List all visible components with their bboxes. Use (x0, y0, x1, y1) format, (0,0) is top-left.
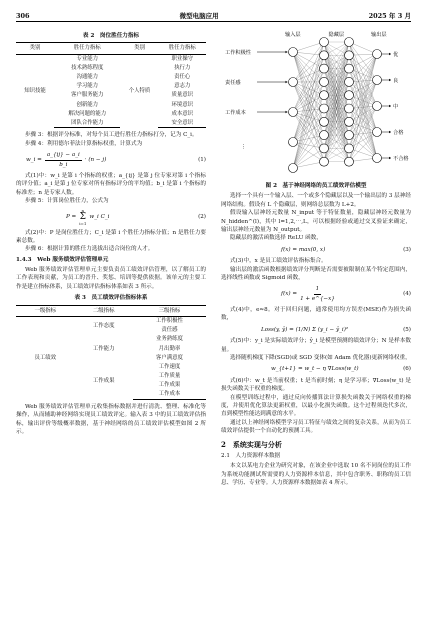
output-label: 合格 (393, 130, 404, 136)
formula-6 (221, 365, 411, 373)
step5-text: 步骤 5：计算岗位胜任力，公式为 (24, 198, 109, 205)
table2-cell: 责任心 (174, 74, 191, 81)
formula-1 (16, 151, 206, 169)
formula1-number: (1) (198, 156, 206, 163)
formula1-tail: · (n − j) (84, 156, 107, 163)
paragraph-output-activation: 输出层的激活函数根据绩效评分判断是否需要被限制在某个特定范围内，选择线性函数或 Sigmoid 函数， (221, 266, 411, 281)
table3-caption: 表 3 员工绩效评估指标体系 (74, 295, 148, 302)
table2-caption: 表 2 岗位胜任力指标 (82, 33, 140, 39)
table2-cell: 客户服务能力 (71, 92, 104, 99)
step6-text: 步骤 6：根据计算的胜任力选拔出适合岗位的人才。 (24, 246, 154, 253)
formula3-number: (3) (403, 246, 411, 253)
connection-line (349, 54, 377, 95)
hidden-node (320, 131, 329, 140)
arrow-head (286, 81, 288, 83)
layer-label: 输入层 (285, 32, 301, 38)
output-node (373, 50, 382, 59)
connection-line (293, 42, 324, 82)
formula-5 (221, 326, 411, 334)
table2-cell: 安全意识 (158, 118, 206, 128)
input-label: 责任感 (225, 80, 241, 86)
table2-cell: 职业操守 (171, 56, 194, 62)
formula6-number: (6) (403, 366, 411, 373)
output-label: 中 (393, 104, 399, 110)
hidden-node (345, 144, 354, 153)
hidden-node (345, 131, 354, 140)
right-column (221, 30, 411, 488)
formula4-numerator: 1 (314, 285, 322, 294)
formula4-explanation: 式(4)中，e≈8。对于回归问题，通常使用均方误差(MSE)作为损失函数， (221, 307, 411, 322)
table3-body (16, 316, 206, 399)
formula5-body: Loss(y, ŷ) = (1/N) Σ (y_i − ŷ_i)² (261, 326, 349, 333)
table3-level3: 客户满意度 (155, 354, 183, 361)
formula4-lhs: f(x) = (281, 290, 298, 297)
table3-level3: 工作积极性 (155, 318, 183, 325)
table2-body (16, 54, 206, 128)
connection-line (293, 82, 324, 122)
formula3-explanation: 式(3)中，x 是员工绩效评估指标集合。 (229, 258, 327, 265)
table2-right-category: 个人特质 (128, 88, 151, 95)
table3-level3: 工作成果 (158, 382, 181, 388)
hidden-node (345, 38, 354, 47)
table2-left-category: 知识技能 (24, 88, 46, 95)
input-label: 工作成本 (225, 110, 246, 116)
formula2-explanation: 式(2)中：P 是岗位胜任力；C_i 是第 i 个胜任力指标分值；n 是胜任力要素总数。 (16, 229, 206, 244)
formula2-sum-top: n (81, 207, 85, 213)
output-node (373, 76, 382, 85)
step4-text: 步骤 4：利用德尔菲法计算指标权重，计算式为 (24, 140, 143, 147)
paragraph-optimizer: 选择随机梯度下降(SGD)或 SGD 变体(如 Adam 优化器)更新网络权重， (229, 355, 411, 362)
table3-row (16, 316, 206, 326)
page-header (16, 12, 411, 22)
hidden-node (345, 91, 354, 100)
formula1-explanation: 式(1)中：w_i 是第 i 个指标的权重；a_{ij} 是第 j 位专家对第 i 个指标的评分值；a_i 是第 j 位专家对所有指标评分的平均值；b_i 是第 i 个指标的标准差；n 是专家人数。 (16, 172, 206, 196)
hidden-node (320, 91, 329, 100)
table3-level3: 工作成本 (133, 390, 206, 400)
table2-header: 类别 (120, 43, 158, 54)
formula2-number: (2) (198, 213, 206, 220)
formula2-sum-bottom: i=1 (79, 220, 87, 226)
left-column (16, 30, 206, 436)
formula4-denominator: 1 + e^{−x} (300, 295, 335, 302)
table3-level2: 工作能力 (92, 345, 115, 352)
table2-cell: 专业能力 (76, 56, 99, 62)
table3-header: 一级指标 (16, 305, 74, 316)
table2-cell: 解决问题的能力 (68, 110, 107, 117)
table2-header: 类别 (16, 43, 54, 54)
paragraph-web-service: Web 服务绩效评估管理单元主要负责员工绩效评估管理，以了解员工的工作表现和贡献，为员工的晋升、奖惩、培训等提供依据。该单元的主要工作是建立指标体系，员工绩效评估指标体系如表 3 所示。 (16, 267, 206, 290)
formula4-number: (4) (403, 290, 411, 297)
input-node (289, 108, 298, 117)
hidden-node (320, 38, 329, 47)
subsection-1-4-3: 1.4.3 Web 服务绩效评估管理单元 (16, 256, 109, 263)
neural-network-diagram (221, 30, 411, 180)
hidden-node (345, 157, 354, 166)
input-label: 工作积极性 (225, 50, 251, 56)
table2-cell: 环境意识 (171, 101, 194, 108)
formula2-sum-sign: Σ (79, 211, 87, 222)
paragraph-training: 在模型训练过程中，通过反向传播算法计算损失函数关于网络权重的梯度，并使用优化算法更新权重，以最小化损失函数。这个过程须迭代多次，直到模型性能达到满意的水平。 (221, 394, 411, 418)
hidden-node (320, 144, 329, 153)
formula3-body: f(x) = max(0, x) (281, 246, 326, 253)
table3-level1: 员工绩效 (34, 354, 57, 361)
table3-level3: 工作速度 (158, 363, 181, 370)
table2-header: 胜任力指标 (54, 43, 120, 54)
output-node (373, 128, 382, 137)
paragraph-sample-data: 本文以某电力企业为研究对象，在该企业中选取 10 名不同岗位的员工作为系统功能测试所需要的人力资源样本信息，其中包含职务、职称的员工信息、学历、专业等。人力资源样本数据如表 4 所示。 (221, 463, 411, 487)
table3-header: 三级指标 (133, 305, 206, 316)
table3-level3: 工作质量 (158, 372, 181, 379)
input-ellipsis: ⋮ (241, 144, 247, 150)
table2-cell: 执行力 (174, 65, 191, 72)
page-number: 306 (16, 12, 30, 20)
input-node (289, 138, 298, 147)
paragraph-summary: 通过以上神经网络模型学习员工特征与绩效之间的复杂关系，从而为员工绩效评估提供一个自动化的预测工具。 (221, 419, 411, 435)
arrow-head (389, 53, 391, 55)
output-label: 良 (393, 78, 399, 84)
hidden-node (345, 51, 354, 60)
hidden-node (320, 64, 329, 73)
hidden-node (320, 117, 329, 126)
hidden-node (320, 51, 329, 60)
hidden-node (320, 157, 329, 166)
table2-cell: 成本意识 (171, 110, 194, 117)
input-node (289, 78, 298, 87)
table2 (16, 42, 206, 128)
subsection-2-1-title: 2.1 人力资源样本数据 (221, 453, 281, 460)
hidden-node (345, 117, 354, 126)
output-node (373, 102, 382, 111)
hidden-node (345, 64, 354, 73)
issue-date: 2025 年 3 月 (368, 12, 411, 20)
paragraph-structure: 选择一个具有一个输入层、一个或多个隐藏层以及一个输出层的 3 层神经网络结构。假设有 L 个隐藏层，则网络总层数为 L+2。 (221, 193, 411, 208)
formula6-body: w_{t+1} = w_t − η ∇Loss(w_t) (271, 366, 359, 373)
formula5-number: (5) (403, 326, 411, 333)
table3-header: 二级指标 (74, 305, 132, 316)
formula-4 (221, 285, 411, 303)
table3-level2: 工作态度 (92, 322, 115, 329)
hidden-node (320, 77, 329, 86)
table2-cell: 创新能力 (76, 101, 99, 108)
table2-cell: 沟通能力 (76, 74, 99, 81)
hidden-node (345, 77, 354, 86)
journal-name: 微型电脑应用 (179, 12, 219, 20)
formula2-rhs: w_i C_i (89, 213, 110, 220)
connection-line (349, 54, 377, 122)
hidden-node (320, 104, 329, 113)
input-node (289, 164, 298, 173)
layer-label: 隐藏层 (328, 32, 345, 38)
output-label: 不合格 (393, 156, 409, 162)
table2-cell: 技术熟练程度 (71, 65, 104, 72)
table2-cell: 学习能力 (76, 83, 99, 90)
table2-row (16, 54, 206, 64)
formula-3 (221, 246, 411, 254)
paragraph-model-intro: Web 服务绩效评估管理单元收集指标数据并进行清洗、整理、标准化等操作，从而辅助神经网络实现员工绩效评定。输入表 3 中的员工绩效评估指标，输出评价等级概率数据，基于神经网络的员工绩效评估模型如图 2 所示。 (16, 403, 206, 435)
formula1-lhs: w_i = (26, 156, 42, 163)
arrow-head (389, 157, 391, 159)
table2-header: 胜任力指标 (158, 43, 206, 54)
layer-label: 输出层 (371, 32, 387, 38)
step3-text: 步骤 3：根据评分标准，对每个员工进行胜任力指标打分，记为 C_i。 (24, 132, 198, 139)
arrow-head (389, 131, 391, 133)
output-label: 优 (393, 52, 399, 58)
arrow-head (389, 79, 391, 81)
input-node (289, 48, 298, 57)
output-node (373, 154, 382, 163)
paragraph-relu: 隐藏层的激活函数选择 ReLU 函数， (229, 235, 322, 242)
connection-line (293, 42, 324, 52)
formula1-numerator: a_{ij} − a_i (45, 151, 82, 160)
formula5-explanation: 式(5)中：y_i 是实际绩效评分；ŷ_i 是模型预测的绩效评分；N 是样本数量。 (221, 338, 411, 353)
figure2-caption: 图 2 基于神经网络的员工绩效评估模型 (265, 183, 367, 189)
hidden-node (345, 104, 354, 113)
table3-level3: 月出勤率 (158, 345, 181, 352)
table2-cell: 质量意识 (171, 92, 194, 99)
arrow-head (286, 51, 288, 53)
formula2-lhs: P = (66, 213, 77, 220)
table3 (16, 305, 206, 400)
table2-cell: 团队合作能力 (54, 118, 120, 128)
table3-level2: 工作成果 (92, 377, 115, 384)
formula6-explanation: 式(6)中：w_t 是当前权重；t 是当前时刻；η 是学习率；∇Loss(w_t) 是损失函数关于权重的梯度。 (221, 377, 411, 393)
table2-cell: 意志力 (174, 83, 191, 90)
arrow-head (286, 111, 288, 113)
table3-level3: 业务熟练度 (155, 336, 183, 343)
formula-2 (16, 209, 206, 226)
formula1-denominator: b_i (59, 161, 68, 168)
paragraph-neurons: 假设输入层神经元数量 N_input 等于特征数量，隐藏层神经元数量为 N_hidden^(l)，其中 l=1,2,⋯,L，可以根据经验或通过交叉验证来确定，输出层神经元数量为 N_output。 (221, 210, 411, 233)
section-2-title: 2 系统实现与分析 (221, 439, 282, 449)
table3-level3: 责任感 (161, 327, 178, 334)
arrow-head (389, 105, 391, 107)
